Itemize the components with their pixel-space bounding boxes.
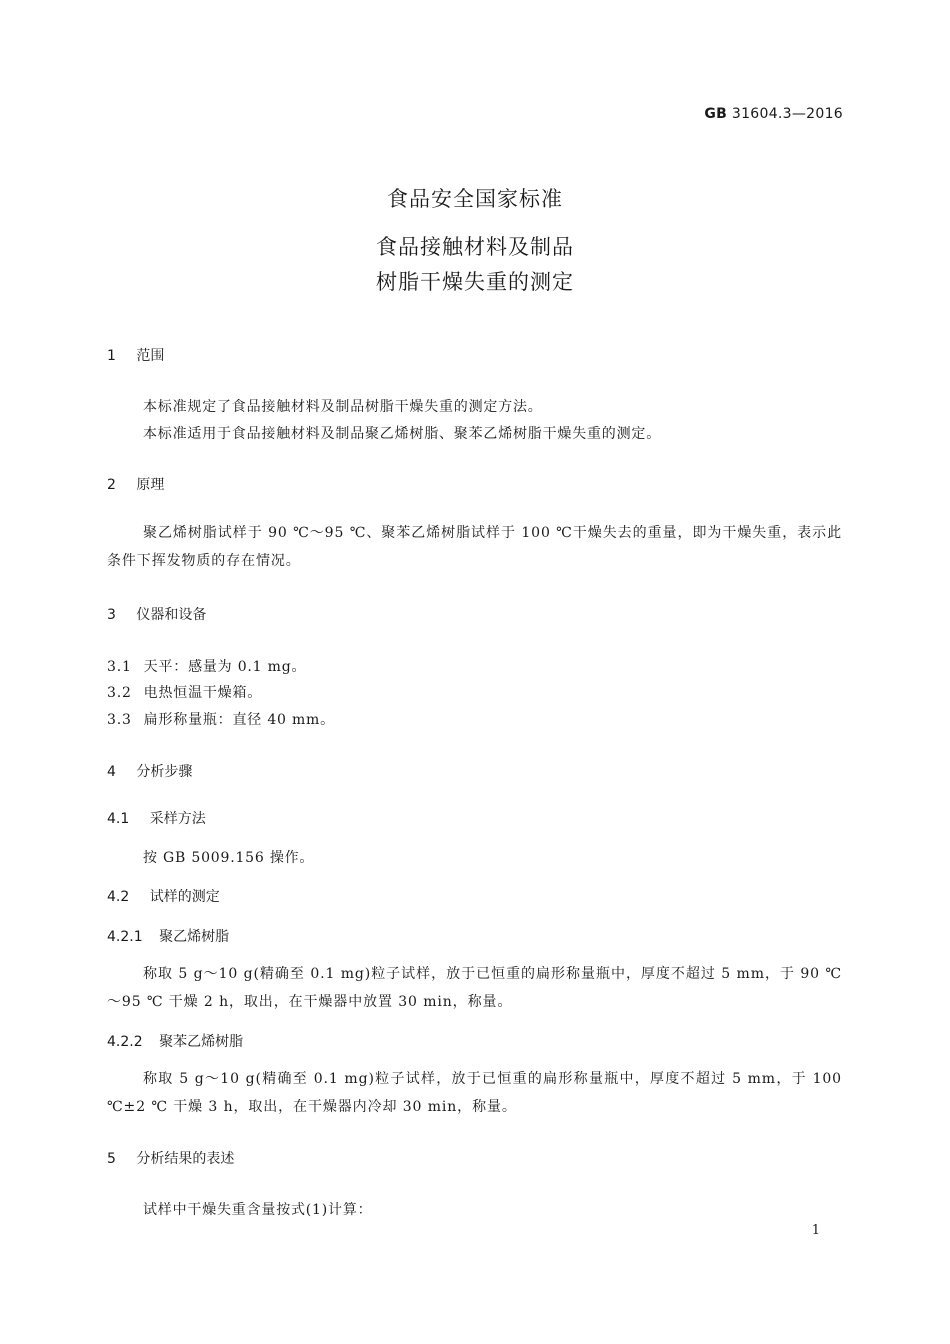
section-5-para: 试样中干燥失重含量按式(1)计算：	[143, 1202, 373, 1218]
section-3-heading: 3 仪器和设备	[107, 607, 207, 623]
section-1-heading: 1 范围	[107, 348, 165, 364]
standard-number: GB 31604.3—2016	[704, 106, 843, 122]
subtitle-line-1: 食品接触材料及制品	[376, 235, 574, 259]
subtitle-line-2: 树脂干燥失重的测定	[376, 270, 574, 294]
section-4-2-1-para: 称取 5 g～10 g(精确至 0.1 mg)粒子试样，放于已恒重的扁形称量瓶中，厚度不超过 5 mm，于 90 ℃～95 ℃ 干燥 2 h，取出，在干燥器中放置 30 min，称量。	[107, 966, 842, 1010]
section-4-2-1-heading: 4.2.1 聚乙烯树脂	[107, 929, 230, 945]
page-number: 1	[811, 1223, 820, 1238]
section-4-2-heading: 4.2 试样的测定	[107, 889, 220, 905]
list-item: 3.2 电热恒温干燥箱。	[107, 685, 263, 701]
section-1-para-1: 本标准规定了食品接触材料及制品树脂干燥失重的测定方法。	[143, 399, 543, 415]
section-4-1-heading: 4.1 采样方法	[107, 811, 206, 827]
section-4-1-para: 按 GB 5009.156 操作。	[143, 850, 315, 866]
list-item: 3.3 扁形称量瓶：直径 40 mm。	[107, 712, 335, 728]
section-2-heading: 2 原理	[107, 477, 165, 493]
main-title: 食品安全国家标准	[387, 187, 563, 211]
section-5-heading: 5 分析结果的表述	[107, 1151, 235, 1167]
list-item: 3.1 天平：感量为 0.1 mg。	[107, 659, 307, 675]
section-4-2-2-heading: 4.2.2 聚苯乙烯树脂	[107, 1034, 244, 1050]
section-4-2-2-para: 称取 5 g～10 g(精确至 0.1 mg)粒子试样，放于已恒重的扁形称量瓶中，厚度不超过 5 mm，于 100 ℃±2 ℃ 干燥 3 h，取出，在干燥器内冷却 30 min，称量。	[107, 1071, 842, 1115]
section-1-para-2: 本标准适用于食品接触材料及制品聚乙烯树脂、聚苯乙烯树脂干燥失重的测定。	[143, 426, 661, 442]
section-2-para-1: 聚乙烯树脂试样于 90 ℃～95 ℃、聚苯乙烯树脂试样于 100 ℃干燥失去的重量，即为干燥失重，表示此条件下挥发物质的存在情况。	[107, 525, 842, 569]
section-4-heading: 4 分析步骤	[107, 764, 193, 780]
